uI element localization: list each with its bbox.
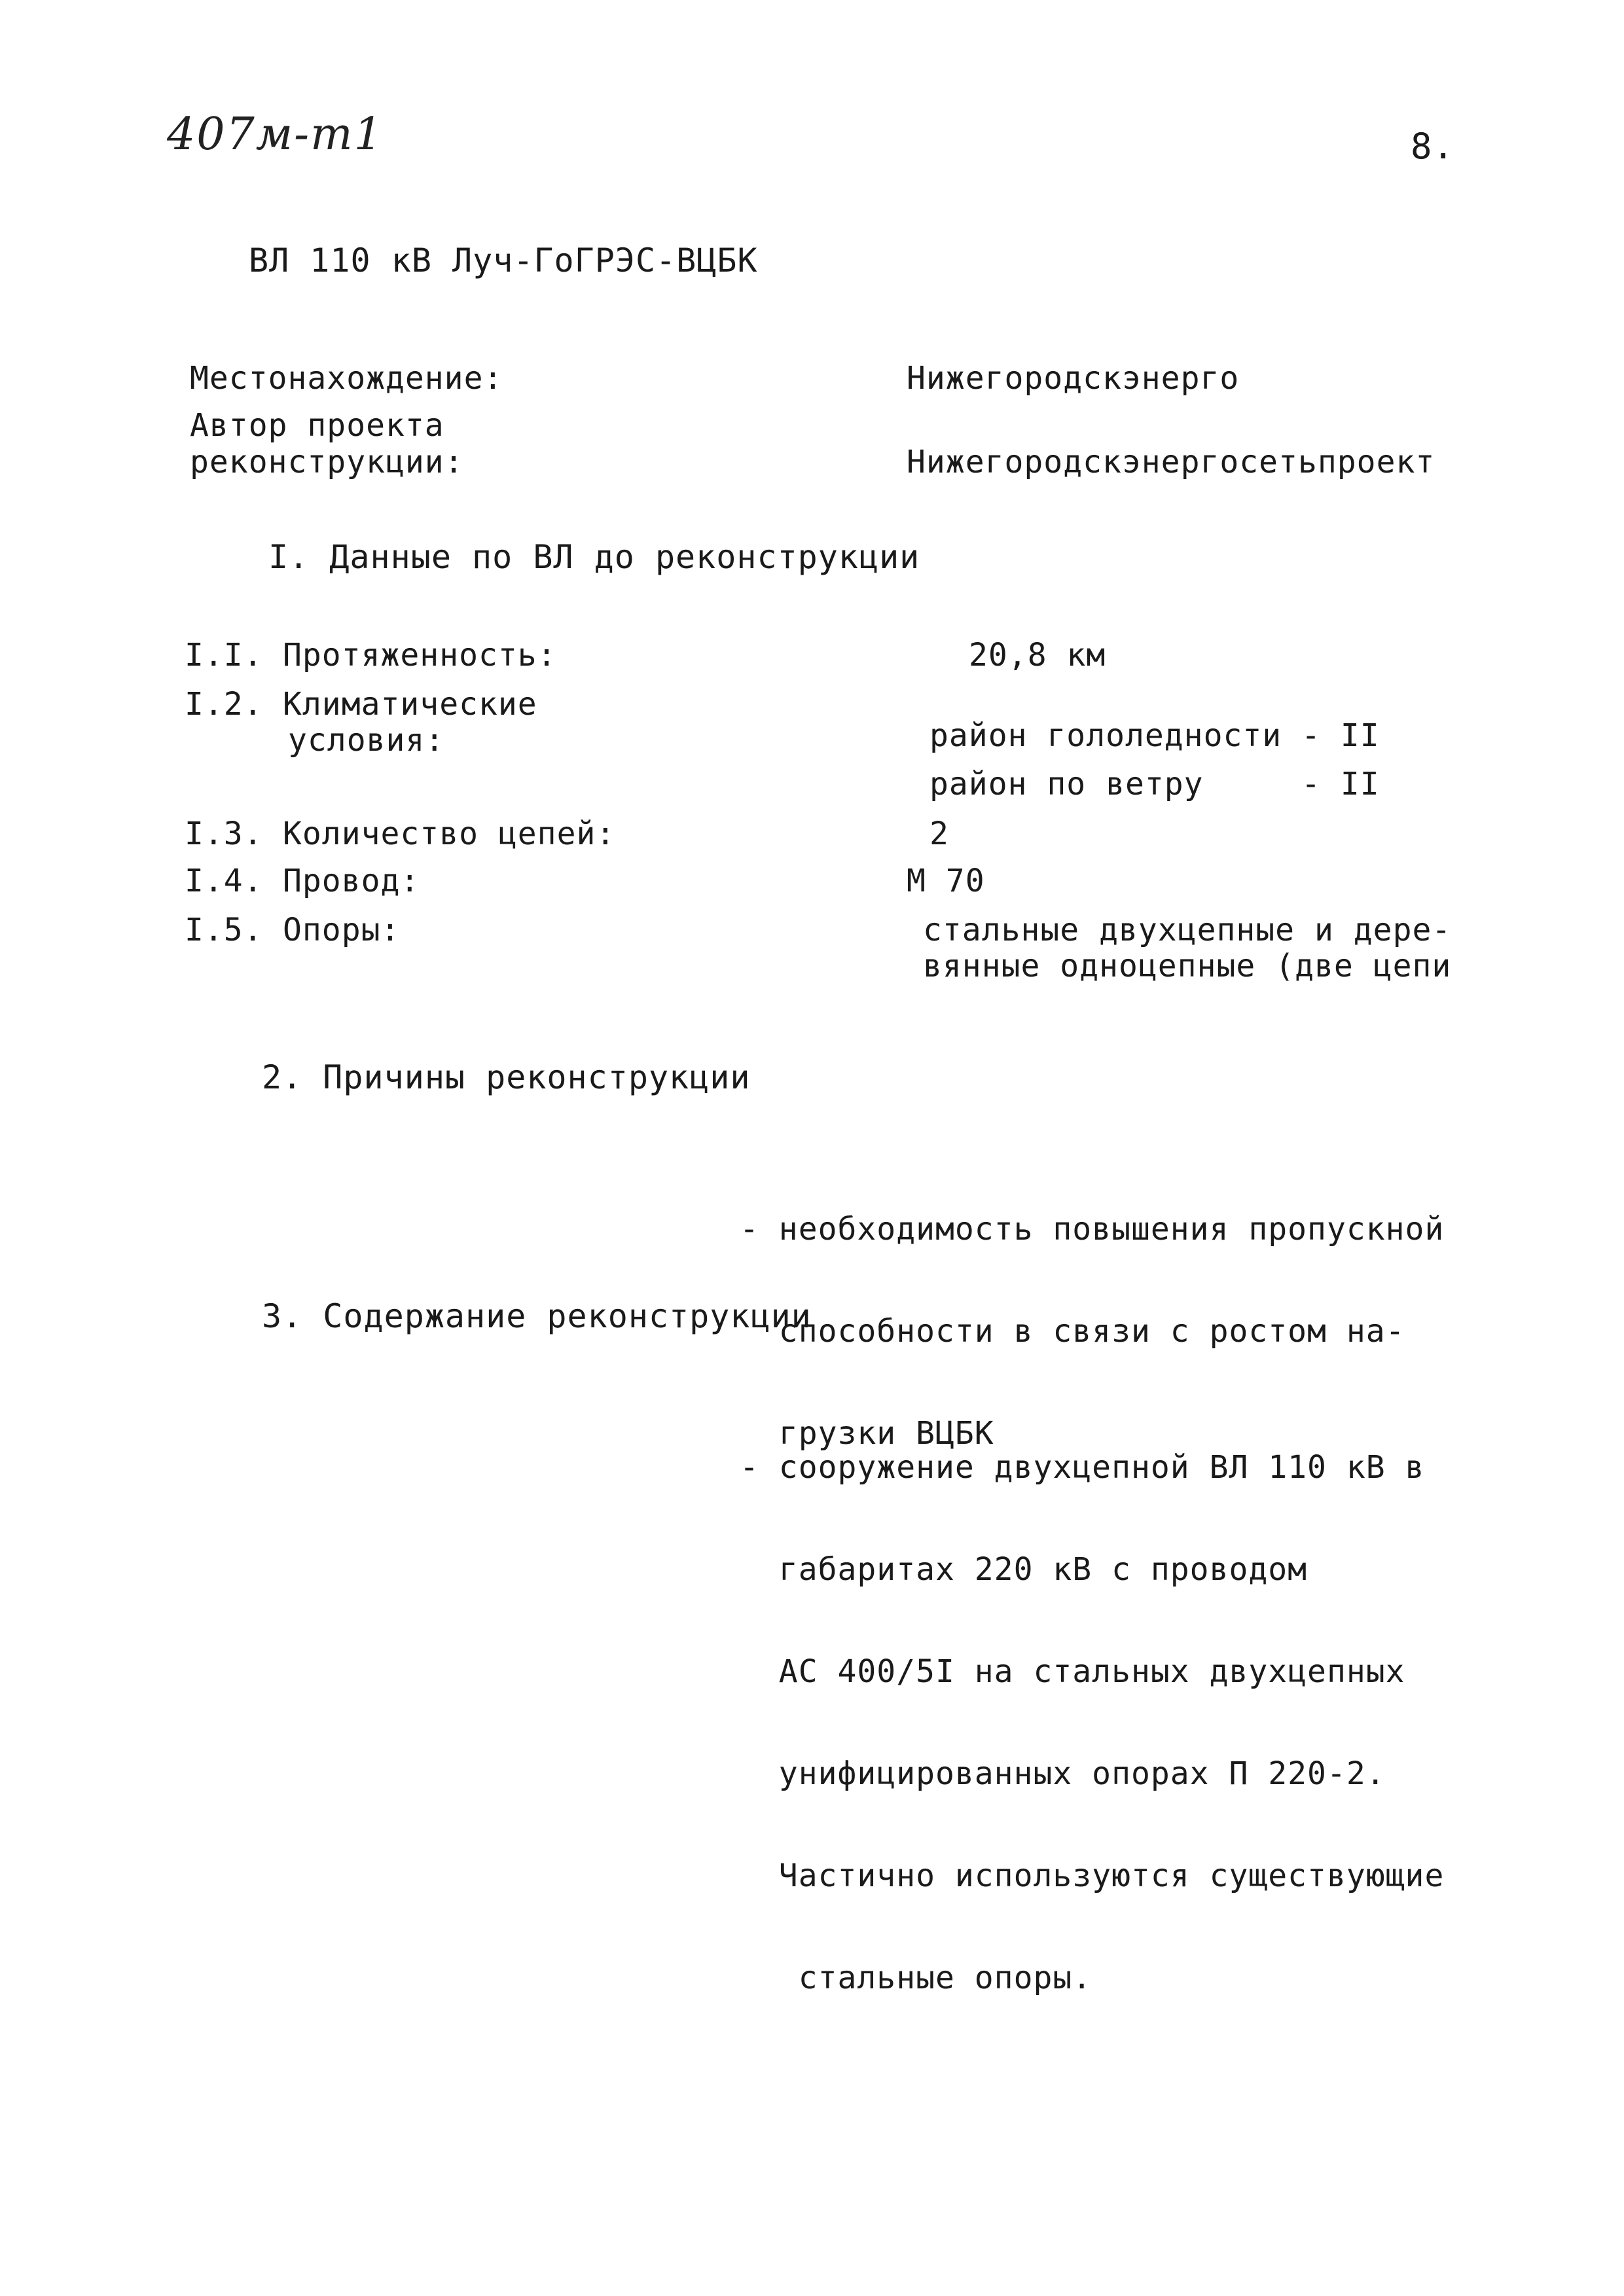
item-1-5-label: Опоры: [283, 912, 401, 948]
document-title: ВЛ 110 кВ Луч-ГоГРЭС-ВЦБК [249, 242, 758, 279]
item-1-1-value: 20,8 км [969, 637, 1106, 673]
item-1-3-value: 2 [929, 816, 949, 852]
item-1-5-number: I.5. [185, 912, 263, 948]
item-1-4-value: М 70 [907, 863, 985, 899]
section2-line: способности в связи с ростом на- [740, 1313, 1405, 1350]
section2-line: - необходимость повышения пропускной [740, 1211, 1445, 1247]
author-label-line2: реконструкции: [190, 444, 464, 480]
item-1-4-label: Провод: [283, 863, 420, 899]
item-1-5-value-line2: вянные одноцепные (две цепи [923, 948, 1452, 984]
location-label: Местонахождение: [190, 360, 503, 397]
section2-heading: 2. Причины реконструкции [262, 1058, 751, 1096]
item-1-3-label: Количество цепей: [283, 816, 616, 852]
item-1-3-number: I.3. [185, 816, 263, 852]
item-1-2-value-line1: район гололедности - II [929, 717, 1380, 754]
section3-heading: 3. Содержание реконструкции [262, 1297, 812, 1335]
author-value: Нижегородскэнергосетьпроект [907, 444, 1435, 480]
section3-line: АС 400/5I на стальных двухцепных [740, 1653, 1405, 1690]
document-code: 407м-т1 [167, 109, 384, 160]
item-1-1-number: I.I. [185, 637, 263, 673]
section2-line: грузки ВЦБК [740, 1415, 994, 1452]
item-1-2-number: I.2. [185, 686, 263, 723]
item-1-2-label-line2: условия: [288, 722, 445, 759]
section3-line: - сооружение двухцепной ВЛ 110 кВ в [740, 1449, 1425, 1486]
section3-line: Частично используются существующие [740, 1857, 1445, 1894]
item-1-2-label-line1: Климатические [283, 686, 537, 723]
item-1-4-number: I.4. [185, 863, 263, 899]
section3-line: стальные опоры. [740, 1960, 1092, 1996]
section3-line: унифицированных опорах П 220-2. [740, 1755, 1386, 1792]
section1-heading: I. Данные по ВЛ до реконструкции [268, 538, 920, 576]
author-label-line1: Автор проекта [190, 407, 444, 444]
item-1-5-value-line1: стальные двухцепные и дере- [923, 912, 1452, 948]
section3-text [740, 1382, 1444, 2063]
location-value: Нижегородскэнерго [907, 360, 1240, 397]
item-1-2-value-line2: район по ветру - II [929, 766, 1380, 802]
page-number: 8. [1411, 126, 1455, 167]
section3-line: габаритах 220 кВ с проводом [740, 1551, 1308, 1588]
item-1-1-label: Протяженность: [283, 637, 557, 673]
